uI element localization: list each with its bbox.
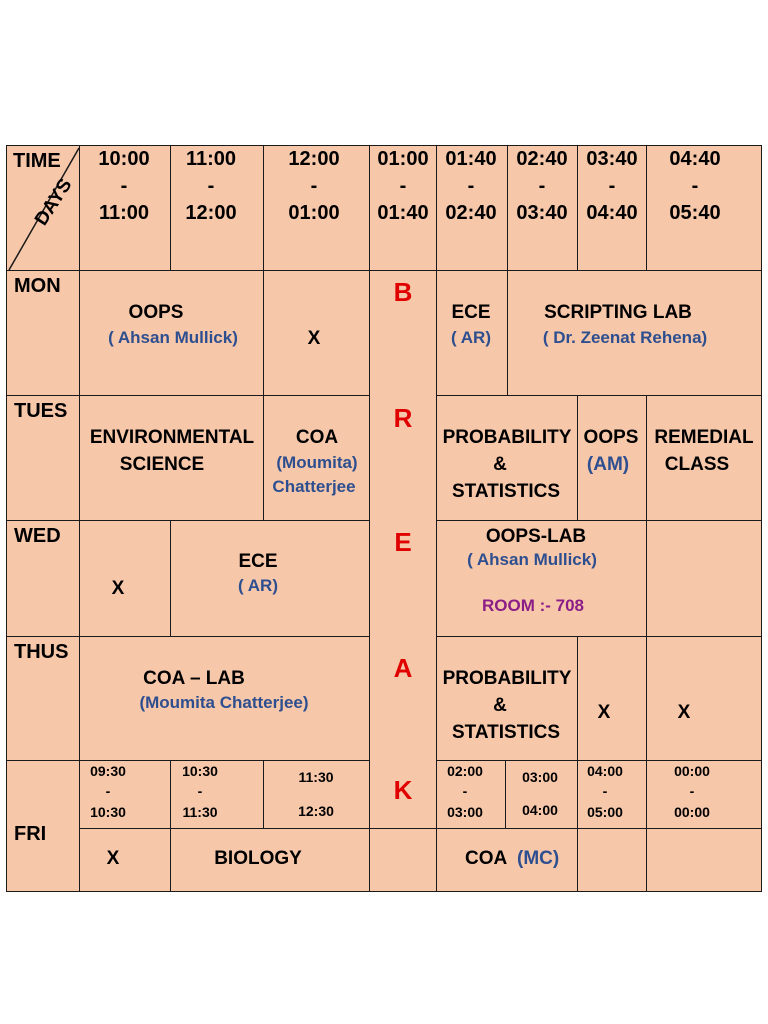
day-wed: WED (6, 520, 80, 637)
slot-7: 03:40 - 04:40 (577, 145, 647, 271)
fri-time-3: 11:30 12:30 (263, 760, 370, 829)
thus-coa-lab: COA – LAB (Moumita Chatterjee) (79, 636, 370, 761)
fri-empty-x: X (79, 828, 171, 892)
day-mon: MON (6, 270, 80, 396)
break-letter: E (394, 527, 412, 557)
break-letter: A (393, 653, 413, 683)
thus-empty-x2: X (646, 636, 762, 761)
fri-time-5: 03:00 04:00 (505, 760, 578, 829)
break-letter: R (393, 403, 413, 433)
mon-empty-x: X (263, 270, 370, 396)
day-thus: THUS (6, 636, 80, 761)
fri-empty-7 (646, 828, 762, 892)
slot-1: 10:00 - 11:00 (79, 145, 171, 271)
fri-time-6: 04:00 - 05:00 (577, 760, 647, 829)
wed-oops-lab: OOPS-LAB ( Ahsan Mullick) ROOM :- 708 (436, 520, 647, 637)
fri-biology: BIOLOGY (170, 828, 370, 892)
mon-oops: OOPS ( Ahsan Mullick) (79, 270, 264, 396)
break-letter: K (393, 775, 413, 805)
slot-6: 02:40 - 03:40 (507, 145, 578, 271)
slot-4: 01:00 - 01:40 (369, 145, 437, 271)
timetable (6, 145, 762, 892)
slot-5: 01:40 - 02:40 (436, 145, 508, 271)
wed-empty-last (646, 520, 762, 637)
mon-scripting-lab: SCRIPTING LAB ( Dr. Zeenat Rehena) (507, 270, 762, 396)
days-label: DAYS (31, 175, 77, 230)
tues-env-science: ENVIRONMENTAL SCIENCE (79, 395, 264, 521)
fri-empty-6 (577, 828, 647, 892)
fri-time-4: 02:00 - 03:00 (436, 760, 506, 829)
thus-probability: PROBABILITY & STATISTICS (436, 636, 578, 761)
fri-time-2: 10:30 - 11:30 (170, 760, 264, 829)
break-column (369, 270, 437, 829)
tues-coa: COA (Moumita) Chatterjee (263, 395, 370, 521)
wed-empty-x: X (79, 520, 171, 637)
day-tues: TUES (6, 395, 80, 521)
mon-ece: ECE ( AR) (436, 270, 508, 396)
corner-cell (6, 145, 80, 271)
room-number: ROOM :- 708 (481, 596, 585, 615)
tues-probability: PROBABILITY & STATISTICS (436, 395, 578, 521)
fri-time-1: 09:30 - 10:30 (79, 760, 171, 829)
day-fri: FRI (6, 760, 80, 892)
time-label: TIME (13, 150, 61, 172)
fri-coa: COA (MC) (436, 828, 578, 892)
slot-2: 11:00 - 12:00 (170, 145, 264, 271)
fri-break-lower (369, 828, 437, 892)
break-letter: B (393, 277, 413, 307)
tues-oops: OOPS (AM) (577, 395, 647, 521)
fri-time-7: 00:00 - 00:00 (646, 760, 762, 829)
thus-empty-x1: X (577, 636, 647, 761)
wed-ece: ECE ( AR) (170, 520, 370, 637)
slot-3: 12:00 - 01:00 (263, 145, 370, 271)
tues-remedial: REMEDIAL CLASS (646, 395, 762, 521)
slot-8: 04:40 - 05:40 (646, 145, 762, 271)
